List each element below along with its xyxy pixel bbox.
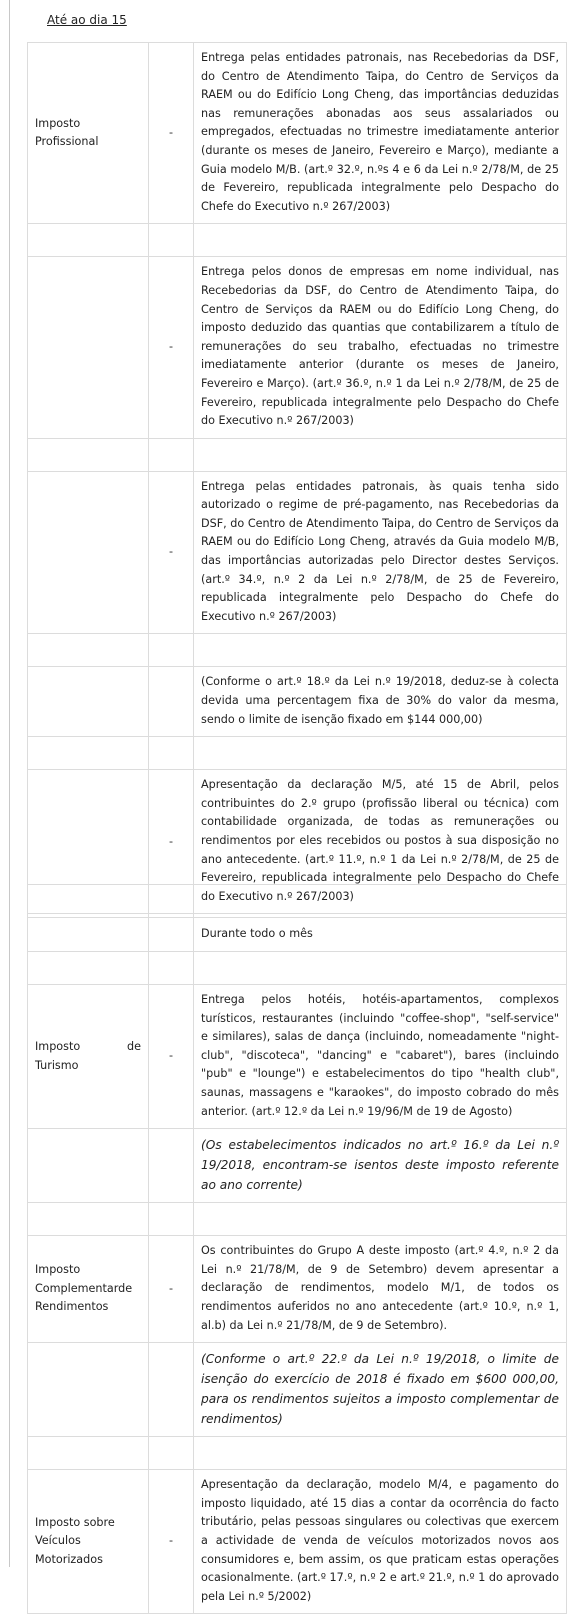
table-row xyxy=(28,667,567,737)
tax-name-cell: Imposto Complementarde Rendimentos xyxy=(28,1236,149,1343)
spacer-row xyxy=(28,952,567,985)
description-cell xyxy=(194,471,567,634)
description-text: Apresentação da declaração M/5, até 15 de Abril, pelos contribuintes do 2.º grupo (profissão liberal ou técnica) com contabilidade organizada, de todas as remunerações ou rendimentos por eles recebidos ou postos à sua disposição no ano antecedente. (art.º 11.º, n.º 1 da Lei n.º 2/78/M, de 25 de Fevereiro, republicada integralmente pelo Despacho do Chefe do Executivo n.º 267/2003) xyxy=(201,778,559,903)
section-heading-ate-dia-15: Até ao dia 15 xyxy=(47,13,127,27)
table-row xyxy=(28,918,567,952)
table-row xyxy=(28,43,567,224)
note-text: (Conforme o art.º 22.º da Lei n.º 19/2018, o limite de isenção do exercício de 2018 é fixado em $600 000,00, para os rendimentos sujeitos a imposto complementar de rendimentos) xyxy=(201,1352,559,1427)
description-text: (Conforme o art.º 18.º da Lei n.º 19/2018, deduz-se à colecta devida uma percentagem fixa de 30% do valor da mesma, sendo o limite de isenção fixado em $144 000,00) xyxy=(201,675,559,726)
description-text: Entrega pelos hotéis, hotéis-apartamentos, complexos turísticos, restaurantes (incluindo "coffee-shop", "self-service" e similares), salas de dança (incluindo, nomeadamente "night-club", "discoteca", "dancing" e "cabaret"), bares (incluindo "pub" e "lounge") e estabelecimentos do tipo "health club", saunas, massagens e "karaokes", do imposto cobrado do mês anterior. (art.º 12.º da Lei n.º 19/96/M de 19 de Agosto) xyxy=(201,993,559,1118)
note-cell xyxy=(194,1343,567,1437)
tax-calendar-table-2 xyxy=(27,884,567,1614)
description-text: Entrega pelos donos de empresas em nome individual, nas Recebedorias da DSF, do Centro de Atendimento Taipa, do Centro de Serviços da RAEM ou do Edifício Long Cheng, do imposto deduzido das quantias que contabilizarem a título de remunerações do seu trabalho, efectuadas no trimestre imediatamente anterior (durante os meses de Janeiro, Fevereiro e Março). (art.º 36.º, n.º 1 da Lei n.º 2/78/M, de 25 de Fevereiro, republicada integralmente pelo Despacho do Chefe do Executivo n.º 267/2003) xyxy=(201,265,559,428)
dash-cell: - xyxy=(149,1236,194,1343)
dash-cell: - xyxy=(149,770,194,914)
description-cell xyxy=(194,1236,567,1343)
spacer-row xyxy=(28,1203,567,1236)
tax-name-cell: Imposto sobre Veículos Motorizados xyxy=(28,1470,149,1614)
note-text: (Os estabelecimentos indicados no art.º 16.º da Lei n.º 19/2018, encontram-se isentos deste imposto referente ao ano corrente) xyxy=(201,1138,559,1193)
page-left-border xyxy=(9,0,10,1567)
table-row xyxy=(28,257,567,438)
spacer-row xyxy=(28,885,567,918)
table-row xyxy=(28,985,567,1129)
table-row xyxy=(28,1236,567,1343)
spacer-row xyxy=(28,438,567,471)
description-cell xyxy=(194,985,567,1129)
dash-cell: - xyxy=(149,43,194,224)
description-cell xyxy=(194,667,567,737)
table-row xyxy=(28,471,567,634)
dash-cell: - xyxy=(149,1470,194,1614)
table-row xyxy=(28,1129,567,1203)
spacer-row xyxy=(28,224,567,257)
spacer-row xyxy=(28,1437,567,1470)
tax-name-cell xyxy=(28,471,149,634)
table-row xyxy=(28,1343,567,1437)
description-text: Apresentação da declaração, modelo M/4, e pagamento do imposto liquidado, até 15 dias a contar da ocorrência do facto tributário, pelas pessoas singulares ou colectivas que exercem a actividade de venda de veículos motorizados novos aos consumidores e, bem assim, os que praticam estas operações ocasionalmente. (art.º 17.º, n.º 2 e art.º 21.º, n.º 1 do aprovado pela Lei n.º 5/2002) xyxy=(201,1478,559,1603)
spacer-row xyxy=(28,634,567,667)
table-row xyxy=(28,1470,567,1614)
tax-calendar-table-1 xyxy=(27,42,567,914)
tax-name-cell: Imposto Profissional xyxy=(28,43,149,224)
note-cell xyxy=(194,1129,567,1203)
description-cell xyxy=(194,43,567,224)
description-text: Entrega pelas entidades patronais, às quais tenha sido autorizado o regime de pré-pagamento, nas Recebedorias da DSF, do Centro de Atendimento Taipa, do Centro de Serviços da RAEM ou do Edifício Long Cheng, através da Guia modelo M/B, das importâncias autorizadas pelo Director destes Serviços. (art.º 34.º, n.º 2 da Lei n.º 2/78/M, de 25 de Fevereiro, republicada integralmente pelo Despacho do Chefe do Executivo n.º 267/2003) xyxy=(201,479,559,623)
dash-cell xyxy=(149,667,194,737)
description-text: Entrega pelas entidades patronais, nas Recebedorias da DSF, do Centro de Atendimento Taipa, do Centro de Serviços da RAEM ou do Edifício Long Cheng, das importâncias deduzidas nas remunerações abonadas aos seus assalariados ou empregados, efectuadas no trimestre imediatamente anterior (durante os meses de Janeiro, Fevereiro e Março), mediante a Guia modelo M/B. (art.º 32.º, n.ºs 4 e 6 da Lei n.º 2/78/M, de 25 de Fevereiro, republicada integralmente pelo Despacho do Chefe do Executivo n.º 267/2003) xyxy=(201,51,559,213)
tax-name-cell: Imposto de Turismo xyxy=(28,985,149,1129)
section-heading-durante-todo-mes: Durante todo o mês xyxy=(194,918,567,952)
description-text: Os contribuintes do Grupo A deste imposto (art.º 4.º, n.º 2 da Lei n.º 21/78/M, de 9 de Setembro) devem apresentar a declaração de rendimentos, modelo M/1, de todos os rendimentos auferidos no ano antecedente (art.º 10.º, n.º 1, al.b) da Lei n.º 21/78/M, de 9 de Setembro). xyxy=(201,1244,559,1332)
dash-cell: - xyxy=(149,257,194,438)
dash-cell: - xyxy=(149,471,194,634)
dash-cell: - xyxy=(149,985,194,1129)
description-cell xyxy=(194,257,567,438)
tax-name-cell xyxy=(28,667,149,737)
tax-name-cell xyxy=(28,257,149,438)
spacer-row xyxy=(28,737,567,770)
description-cell xyxy=(194,1470,567,1614)
